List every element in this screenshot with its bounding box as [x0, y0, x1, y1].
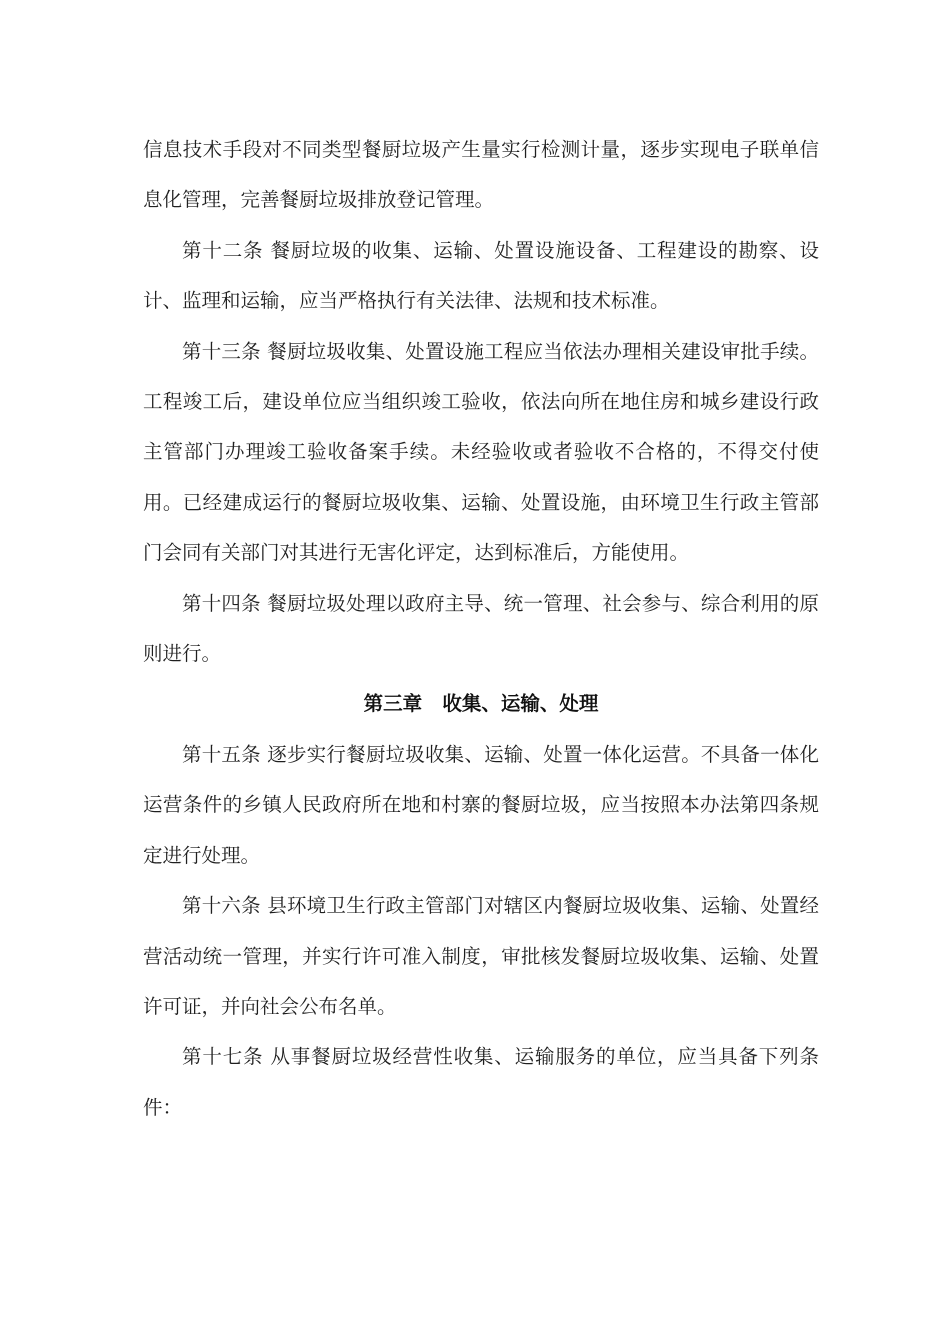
- article-13: 第十三条 餐厨垃圾收集、处置设施工程应当依法办理相关建设审批手续。工程竣工后，建设单位应当组织竣工验收，依法向所在地住房和城乡建设行政主管部门办理竣工验收备案手续。未经验收或者验收不合格的，不得交付使用。已经建成运行的餐厨垃圾收集、运输、处置设施，由环境卫生行政主管部门会同有关部门对其进行无害化评定，达到标准后，方能使用。: [143, 339, 819, 565]
- article-14: 第十四条 餐厨垃圾处理以政府主导、统一管理、社会参与、综合利用的原则进行。: [143, 591, 819, 666]
- article-12: 第十二条 餐厨垃圾的收集、运输、处置设施设备、工程建设的勘察、设计、监理和运输，应当严格执行有关法律、法规和技术标准。: [143, 238, 819, 313]
- paragraph-continued: 信息技术手段对不同类型餐厨垃圾产生量实行检测计量，逐步实现电子联单信息化管理，完善餐厨垃圾排放登记管理。: [143, 138, 819, 212]
- article-15: 第十五条 逐步实行餐厨垃圾收集、运输、处置一体化运营。不具备一体化运营条件的乡镇人民政府所在地和村寨的餐厨垃圾，应当按照本办法第四条规定进行处理。: [143, 742, 819, 867]
- article-16: 第十六条 县环境卫生行政主管部门对辖区内餐厨垃圾收集、运输、处置经营活动统一管理，并实行许可准入制度，审批核发餐厨垃圾收集、运输、处置许可证，并向社会公布名单。: [143, 894, 819, 1018]
- chapter-heading: 第三章 收集、运输、处理: [363, 692, 599, 716]
- article-17: 第十七条 从事餐厨垃圾经营性收集、运输服务的单位，应当具备下列条件：: [143, 1045, 819, 1119]
- document-body: [143, 125, 819, 1133]
